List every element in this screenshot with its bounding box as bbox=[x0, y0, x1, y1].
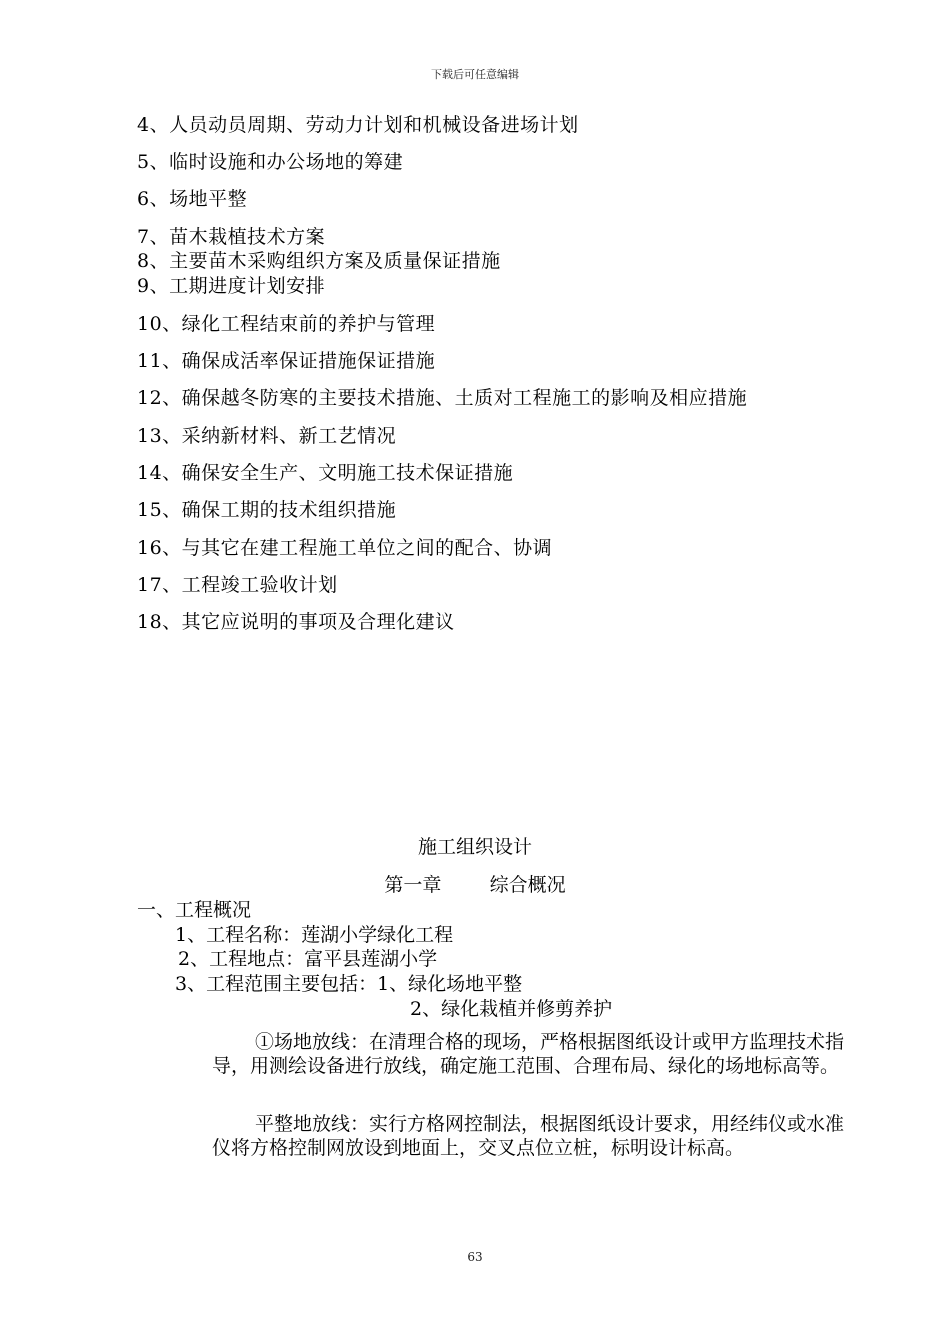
document-title: 施工组织设计 bbox=[417, 836, 532, 858]
toc-item: 17、工程竣工验收计划 bbox=[137, 574, 338, 596]
section-heading: 一、工程概况 bbox=[137, 899, 252, 921]
project-location: 2、工程地点：富平县莲湖小学 bbox=[178, 948, 438, 970]
project-scope: 3、工程范围主要包括：1、绿化场地平整 bbox=[175, 973, 523, 995]
toc-item: 18、其它应说明的事项及合理化建议 bbox=[137, 611, 455, 633]
toc-item: 6、场地平整 bbox=[137, 188, 248, 210]
toc-item: 4、人员动员周期、劳动力计划和机械设备进场计划 bbox=[137, 114, 579, 136]
toc-item: 8、主要苗木采购组织方案及质量保证措施 bbox=[137, 250, 501, 272]
toc-item: 14、确保安全生产、文明施工技术保证措施 bbox=[137, 462, 514, 484]
project-name: 1、工程名称：莲湖小学绿化工程 bbox=[175, 924, 454, 946]
toc-item: 5、临时设施和办公场地的筹建 bbox=[137, 151, 404, 173]
project-scope-item: 2、绿化栽植并修剪养护 bbox=[410, 998, 613, 1020]
paragraph-leveling-layout: 平整地放线：实行方格网控制法，根据图纸设计要求，用经纬仪或水准仪将方格控制网放设到地面上，交叉点位立桩，标明设计标高。 bbox=[212, 1113, 845, 1159]
toc-item: 15、确保工期的技术组织措施 bbox=[137, 499, 397, 521]
toc-item: 11、确保成活率保证措施保证措施 bbox=[137, 350, 436, 372]
page-number: 63 bbox=[467, 1250, 483, 1264]
toc-item: 16、与其它在建工程施工单位之间的配合、协调 bbox=[137, 537, 553, 559]
toc-item: 13、采纳新材料、新工艺情况 bbox=[137, 425, 397, 447]
toc-item: 10、绿化工程结束前的养护与管理 bbox=[137, 313, 436, 335]
header-note: 下载后可任意编辑 bbox=[431, 68, 519, 81]
toc-item: 9、工期进度计划安排 bbox=[137, 275, 326, 297]
chapter-heading: 第一章 综合概况 bbox=[384, 874, 566, 896]
toc-item: 7、苗木栽植技术方案 bbox=[137, 226, 326, 248]
paragraph-site-layout: ①场地放线：在清理合格的现场，严格根据图纸设计或甲方监理技术指导，用测绘设备进行放线，确定施工范围、合理布局、绿化的场地标高等。 bbox=[212, 1031, 845, 1077]
toc-item: 12、确保越冬防寒的主要技术措施、土质对工程施工的影响及相应措施 bbox=[137, 387, 748, 409]
